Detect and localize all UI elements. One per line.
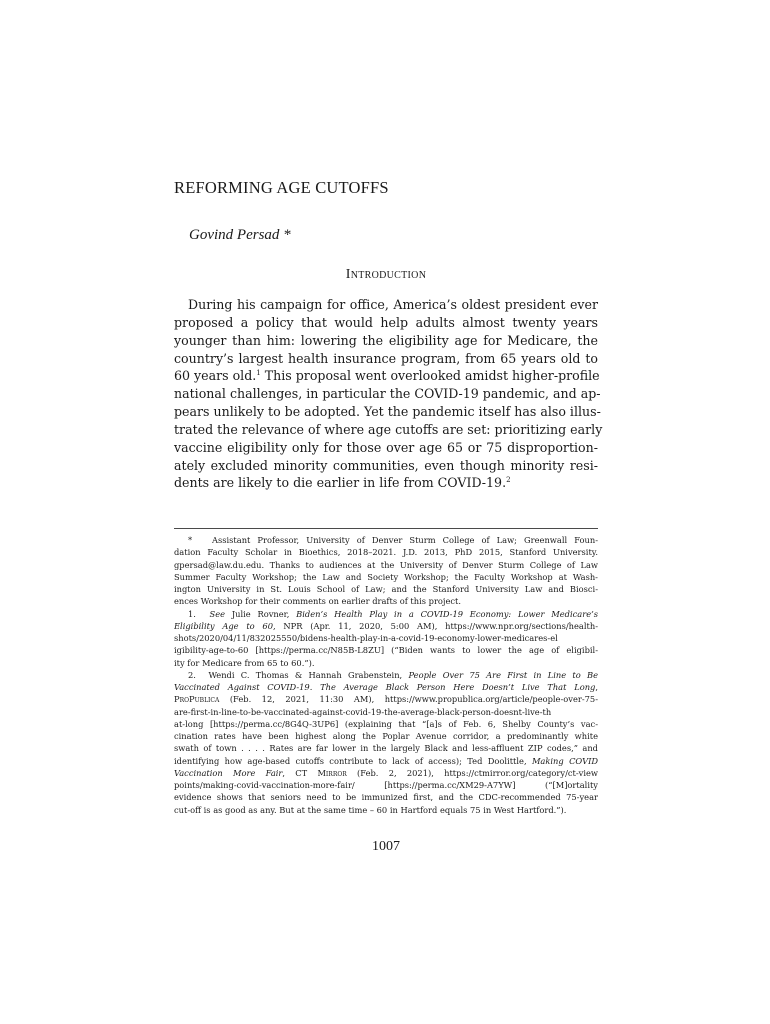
body-line (174, 367, 598, 385)
footnote-line (174, 669, 598, 681)
section-heading: Introduction (345, 267, 427, 282)
footnote-line (174, 534, 598, 546)
body-line: proposed a policy that would help adults almost twenty years (174, 314, 598, 330)
footnote-text: , NPR (Apr. 11, 2020, 5:00 AM), https://www.npr.org/sections/health- (272, 620, 598, 631)
footnote-text: (Feb. 12, 2021, 11:30 AM), https://www.propublica.org/article/people-over-75- (219, 694, 598, 705)
signal-see: See (209, 608, 226, 619)
footnotes (174, 534, 598, 816)
body-line: pears unlikely to be adopted. Yet the pandemic itself has also illus- (174, 404, 601, 420)
footnote-line (174, 755, 598, 767)
footnote-mark: * (188, 535, 193, 545)
body-line: ately excluded minority communities, even though minority resi- (174, 457, 598, 473)
footnote-ref-1[interactable]: 1 (256, 369, 261, 378)
footnote-text: Wendi C. Thomas & Hannah Grabenstein, (208, 669, 409, 680)
source-name: Mirror (317, 767, 347, 778)
footnote-line[interactable]: shots/2020/04/11/832025550/bidens-health-play-in-a-covid-19-economy-lower-medicares-el (174, 633, 558, 643)
footnote-text: Assistant Professor, University of Denver Sturm College of Law; Greenwall Foun- (212, 535, 598, 545)
body-line-rest: This proposal went overlooked amidst higher-profile (260, 368, 600, 384)
body-line (174, 474, 598, 492)
footnote-line: ington University in St. Louis School of Law; and the Stanford University Law and Biosci- (174, 584, 598, 594)
footnote-line[interactable]: igibility-age-to-60 [https://perma.cc/N85B-L8ZU] (“Biden wants to lower the age of eligibil- (174, 645, 598, 656)
footnote-ref-2[interactable]: 2 (506, 476, 511, 485)
cited-title: Vaccination More Fair (174, 767, 283, 778)
footnote-line: evidence shows that seniors need to be immunized first, and the CDC-recommended 75-year (174, 792, 598, 803)
body-line-end: dents are likely to die earlier in life from COVID-19. (174, 475, 507, 491)
footnote-line[interactable] (174, 767, 598, 779)
cited-title: Biden’s Health Play in a COVID-19 Economy: Lower Medicare’s (296, 608, 598, 619)
footnote-line: cut-off is as good as any. But at the same time – 60 in Hartford equals 75 in West Hartford.”). (174, 804, 567, 815)
footnote-line (174, 608, 598, 620)
article-author: Govind Persad * (189, 227, 291, 243)
footnote-text: Julie Rovner, (225, 608, 297, 619)
footnote-line[interactable]: points/making-covid-vaccination-more-fair/ [https://perma.cc/XM29-A7YW] (“[M]ortality (174, 780, 598, 790)
footnote-number: 1. (188, 608, 196, 619)
footnote-divider (174, 528, 598, 529)
footnote-line[interactable] (174, 693, 598, 705)
footnote-line: gpersad@law.du.edu. Thanks to audiences at the University of Denver Sturm College of Law (174, 559, 598, 570)
page-number: 1007 (372, 839, 400, 854)
footnote-text: , (595, 682, 598, 692)
body-line: national challenges, in particular the COVID-19 pandemic, and ap- (174, 386, 601, 402)
footnote-text: identifying how age-based cutoffs contribute to lack of access); Ted Doolittle, (174, 755, 532, 766)
source-name: ProPublica (174, 694, 220, 705)
body-line: trated the relevance of where age cutoffs are set: prioritizing early (174, 421, 603, 437)
body-line: younger than him: lowering the eligibility age for Medicare, the (174, 332, 598, 348)
body-paragraph (174, 296, 603, 492)
footnote-line (174, 681, 598, 693)
cited-title: People Over 75 Are First in Line to Be (408, 669, 598, 680)
footnote-line (174, 620, 598, 632)
footnote-text: , CT (282, 767, 318, 778)
footnote-number: 2. (188, 669, 196, 680)
footnote-line: ences Workshop for their comments on earlier drafts of this project. (174, 596, 462, 607)
footnote-line: ity for Medicare from 65 to 60.”). (174, 657, 315, 668)
cited-title: Eligibility Age to 60 (174, 620, 273, 631)
body-line: vaccine eligibility only for those over age 65 or 75 disproportion- (174, 439, 598, 455)
footnote-line[interactable]: are-first-in-line-to-be-vaccinated-against-covid-19-the-average-black-person-doesnt-live-th (174, 706, 552, 717)
body-line: During his campaign for office, America’s oldest president ever (188, 297, 598, 312)
cited-title: Vaccinated Against COVID-19. The Average Black Person Here Doesn’t Live That Long (174, 682, 596, 692)
body-line-start: 60 years old. (174, 368, 257, 384)
footnote-line: swath of town . . . . Rates are far lower in the largely Black and less-affluent ZIP codes,” and (174, 743, 598, 754)
article-title: REFORMING AGE CUTOFFS (174, 178, 389, 197)
footnote-2 (174, 669, 598, 816)
footnote-1 (174, 608, 598, 669)
footnote-line[interactable]: at-long [https://perma.cc/8G4Q-3UP6] (explaining that “[a]s of Feb. 6, Shelby County’s vac- (174, 718, 598, 729)
footnote-star (174, 534, 598, 608)
footnote-text: (Feb. 2, 2021), https://ctmirror.org/category/ct-view (346, 767, 598, 778)
footnote-line: dation Faculty Scholar in Bioethics, 2018–2021. J.D. 2013, PhD 2015, Stanford University. (174, 547, 598, 558)
cited-title: Making COVID (531, 755, 598, 766)
footnote-line: cination rates have been highest along the Poplar Avenue corridor, a predominantly white (174, 731, 598, 741)
body-line: country’s largest health insurance program, from 65 years old to (174, 350, 598, 366)
footnote-line: Summer Faculty Workshop; the Law and Society Workshop; the Faculty Workshop at Wash- (174, 571, 598, 582)
